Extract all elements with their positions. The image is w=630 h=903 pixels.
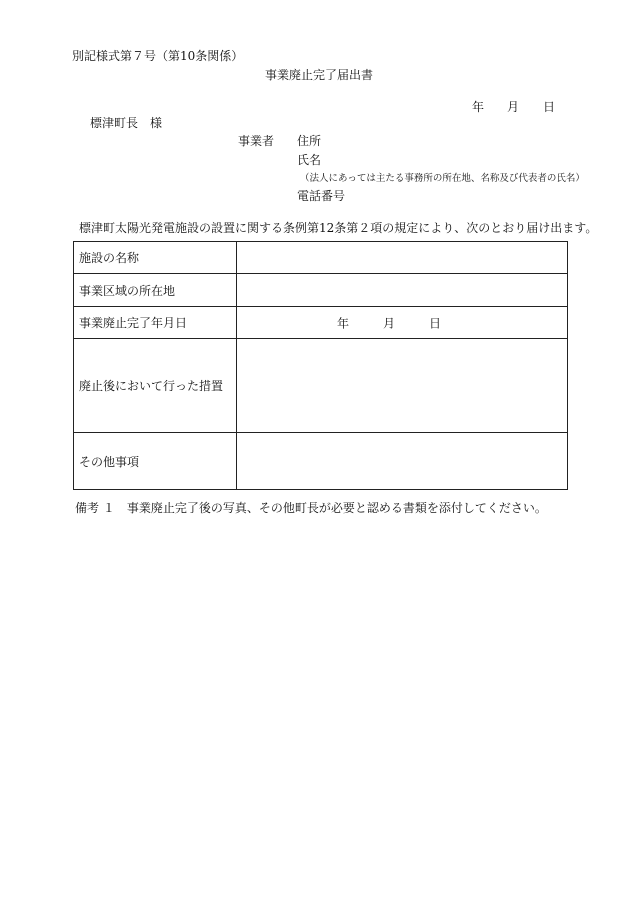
- completion-date-value[interactable]: [237, 307, 568, 339]
- table-row: [74, 274, 568, 307]
- document-title: 事業廃止完了届出書: [265, 68, 374, 82]
- date-day-label: 日: [543, 100, 556, 114]
- completion-date-label: 事業廃止完了年月日: [74, 307, 237, 339]
- completion-day-label: 日: [429, 316, 442, 330]
- other-matters-label: その他事項: [74, 433, 237, 490]
- date-month-label: 月: [507, 100, 520, 114]
- business-area-label: 事業区域の所在地: [74, 274, 237, 307]
- intro-text: 標津町太陽光発電施設の設置に関する条例第12条第２項の規定により、次のとおり届け出ます。: [79, 221, 598, 235]
- business-area-value[interactable]: [237, 274, 568, 307]
- name-label: 氏名: [297, 153, 322, 167]
- applicant-label: 事業者: [238, 134, 275, 148]
- table-row: [74, 242, 568, 274]
- facility-name-value[interactable]: [237, 242, 568, 274]
- address-label: 住所: [297, 134, 322, 148]
- date-year-label: 年: [472, 100, 485, 114]
- remarks-text: 備考 １ 事業廃止完了後の写真、その他町長が必要と認める書類を添付してください。: [75, 501, 547, 515]
- measures-value[interactable]: [237, 339, 568, 433]
- completion-year-label: 年: [337, 316, 350, 330]
- table-row: [74, 433, 568, 490]
- completion-month-label: 月: [383, 316, 396, 330]
- other-matters-value[interactable]: [237, 433, 568, 490]
- table-row: [74, 339, 568, 433]
- report-table: [73, 241, 568, 490]
- addressee: 標津町長 様: [90, 116, 163, 130]
- facility-name-label: 施設の名称: [74, 242, 237, 274]
- table-row: [74, 307, 568, 339]
- form-reference: 別記様式第７号（第10条関係）: [72, 49, 244, 63]
- applicant-note: （法人にあっては主たる事務所の所在地、名称及び代表者の氏名）: [300, 173, 585, 184]
- phone-label: 電話番号: [297, 189, 346, 203]
- measures-label: 廃止後において行った措置: [74, 339, 237, 433]
